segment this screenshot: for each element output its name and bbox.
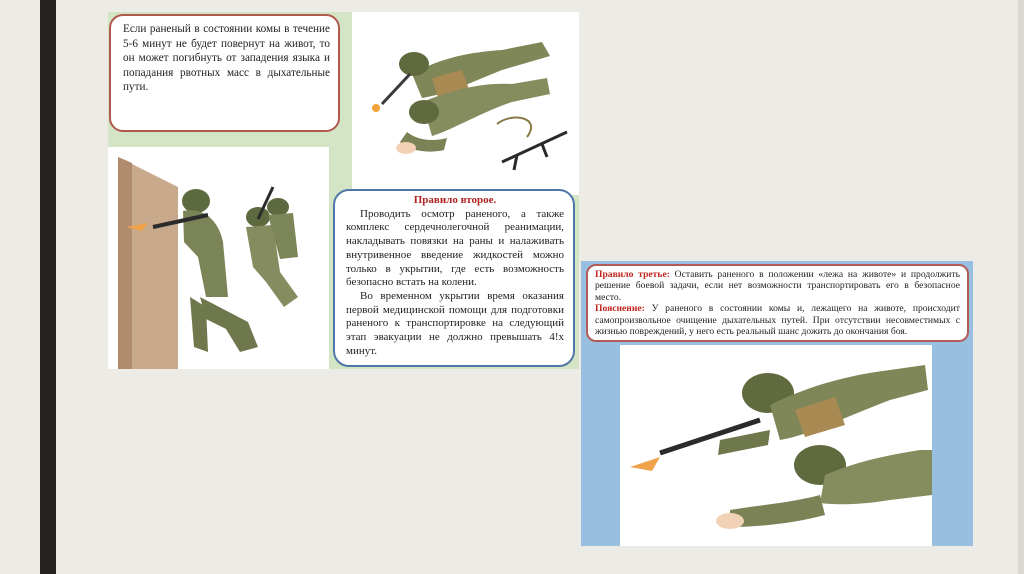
illustration-panel-bottom xyxy=(108,147,329,369)
illustration-panel-rule-three xyxy=(620,345,932,546)
soldier-back xyxy=(246,187,298,307)
rule-two-title: Правило второе. xyxy=(413,194,497,206)
soldier-firing xyxy=(660,365,928,455)
rule-two-paragraph-1: Проводить осмотр раненого, а также комплекс сердечнолегочной реанимации, накладывать повязки на раны и налаживать внутривенное введение жидкостей можно только в укрытии, где есть возможность безопасно встать на колени. xyxy=(346,207,564,289)
rifle-on-ground xyxy=(497,118,567,170)
explanation-label: Пояснение: xyxy=(595,303,645,315)
rule-two-box xyxy=(333,189,575,367)
soldiers-prone-with-wounded-illustration xyxy=(620,345,932,546)
rule-three-text: Оставить раненого в положении «лежа на животе» и продолжить решение боевой задачи, если нет возможности транспортировать его в безопасное место. xyxy=(595,269,961,303)
explanation-paragraph xyxy=(595,303,960,337)
illustration-panel-top xyxy=(352,12,579,195)
rule-two-paragraph-2: Во временном укрытии время оказания первой медицинской помощи для подготовки раненого к транспортировке на следующий этап эвакуации не должно превышать 4!х минут. xyxy=(346,289,564,357)
soldiers-kneeling-cover-illustration xyxy=(108,147,329,369)
slide-image-rule-two xyxy=(108,12,579,369)
slide-right-edge xyxy=(1018,0,1024,574)
coma-warning-note xyxy=(109,14,340,132)
slide-image-rule-three xyxy=(581,261,973,546)
slide-left-bar xyxy=(40,0,56,574)
coma-warning-text: Если раненый в состоянии комы в течение 5-6 минут не будет повернут на живот, то он может погибнуть от западения языка и попадания рвотных масс в дыхательные пути. xyxy=(123,23,330,93)
rule-three-label: Правило третье: xyxy=(595,269,670,280)
rule-three-box xyxy=(586,264,969,342)
soldier-wounded xyxy=(716,445,932,529)
rule-three-paragraph xyxy=(595,269,960,303)
soldiers-prone-firing-illustration xyxy=(352,12,579,195)
explanation-text: У раненого в состоянии комы и, лежащего на животе, происходит самопроизвольное очищение дыхательных путей. При отсутствии несовместимых с жизнью повреждений, у него есть реальный шанс дожить до окончания боя. xyxy=(595,303,960,338)
